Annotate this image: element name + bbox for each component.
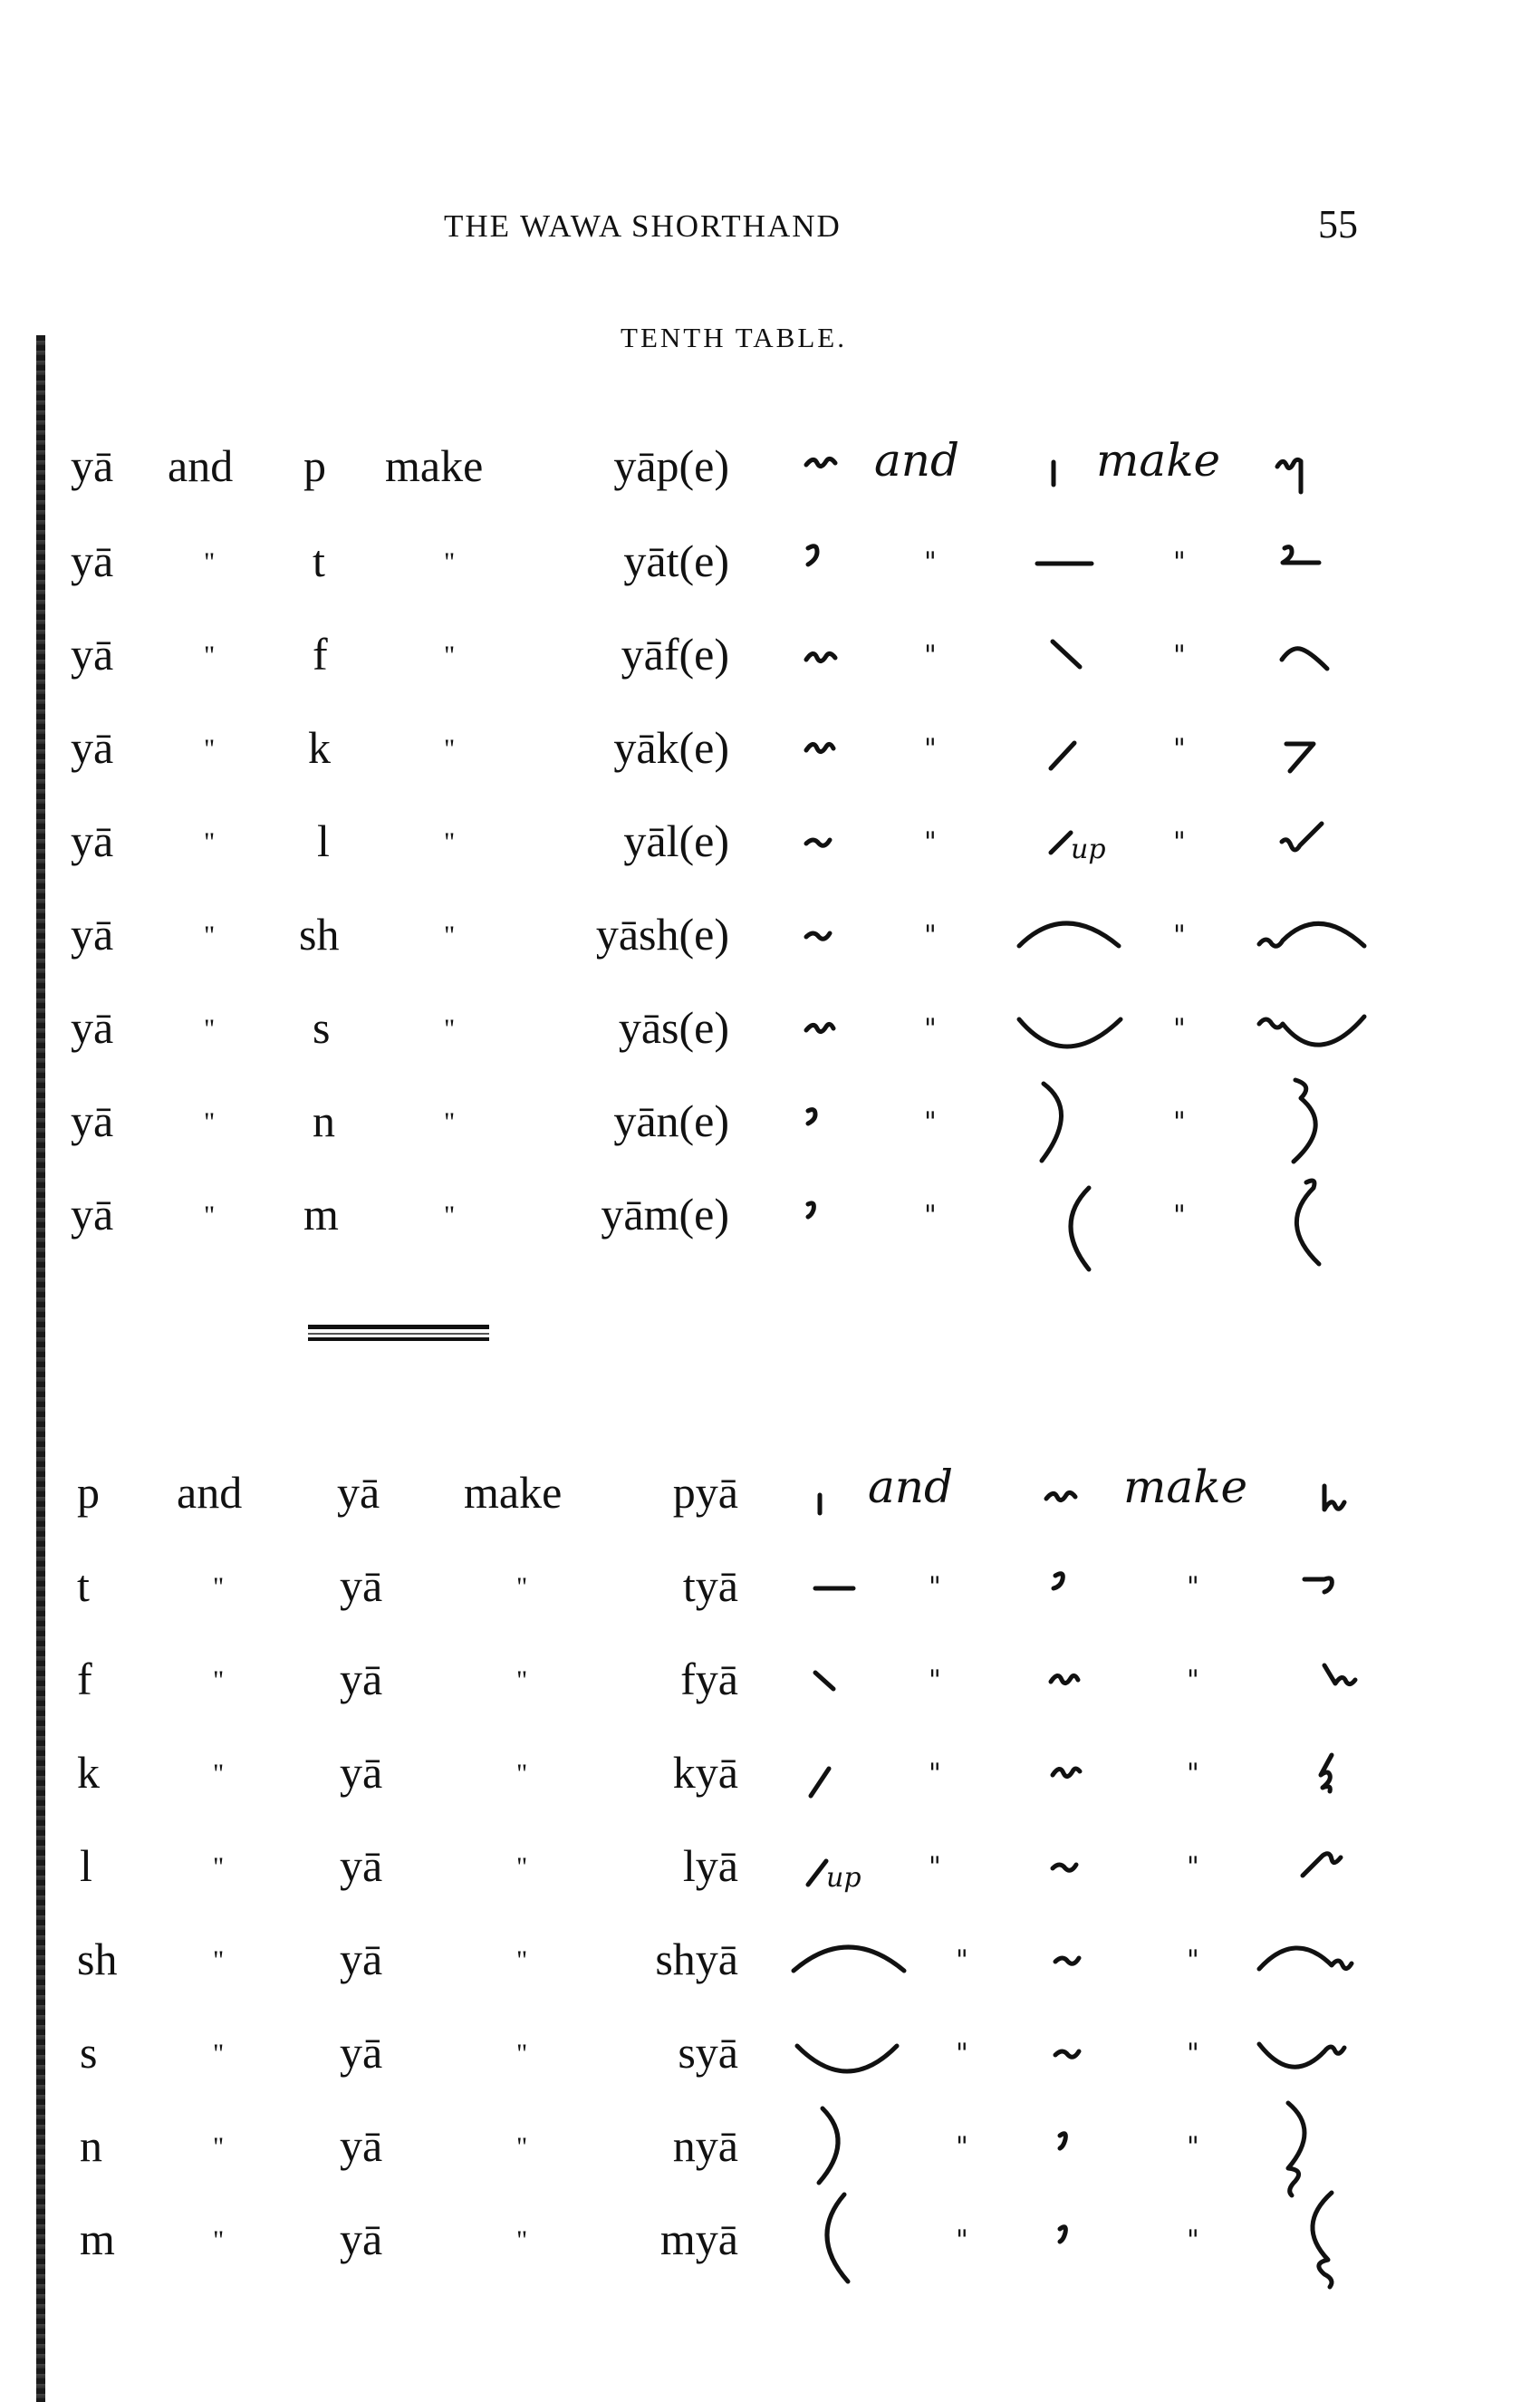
shorthand-glyphs <box>788 974 1422 1074</box>
cell-ya: yā <box>340 1560 383 1611</box>
lya-symbol <box>1303 1854 1341 1876</box>
cell-ya: yā <box>71 535 114 586</box>
ya-symbol <box>1060 2227 1065 2242</box>
cell-result: yāk(e) <box>613 722 729 773</box>
sh-symbol <box>1019 923 1119 946</box>
ditto-mark: " <box>204 827 216 857</box>
shorthand-glyphs <box>788 1532 1422 1632</box>
cell-ya: yā <box>71 1002 114 1053</box>
ditto-mark: " <box>929 1664 941 1696</box>
ya-symbol <box>806 840 830 845</box>
shorthand-glyphs <box>788 412 1422 512</box>
ditto-mark: " <box>444 1014 456 1044</box>
cell-consonant: s <box>80 2027 98 2078</box>
ditto-mark: " <box>204 734 216 764</box>
cell-consonant: n <box>313 1095 335 1146</box>
nya-symbol <box>1288 2103 1304 2195</box>
and-handwritten-label: and <box>874 434 960 487</box>
ditto-mark: " <box>213 1572 225 1602</box>
ditto-mark: " <box>204 921 216 950</box>
cell-result: pyā <box>672 1467 738 1518</box>
cell-result: fyā <box>680 1654 738 1704</box>
mya-symbol <box>1313 2193 1332 2287</box>
ditto-mark: " <box>1187 1851 1199 1883</box>
ditto-mark: " <box>444 734 456 764</box>
ditto-mark: " <box>1173 1200 1186 1231</box>
section-separator <box>308 1325 489 1341</box>
ditto-mark: " <box>1173 826 1186 858</box>
cell-result: yān(e) <box>613 1095 729 1146</box>
ditto-mark: " <box>444 1201 456 1230</box>
cell-and: and <box>177 1467 243 1518</box>
ditto-mark: " <box>924 1200 937 1231</box>
ditto-mark: " <box>1173 640 1186 671</box>
ya-symbol <box>806 653 835 661</box>
cell-ya: yā <box>337 1467 380 1518</box>
shorthand-glyphs <box>788 1439 1422 1539</box>
ditto-mark: " <box>516 1572 528 1602</box>
make-handwritten-label: make <box>1123 1461 1248 1513</box>
pya-symbol <box>1324 1486 1344 1510</box>
ditto-mark: " <box>213 2225 225 2255</box>
ditto-mark: " <box>516 1665 528 1695</box>
ditto-mark: " <box>516 1852 528 1882</box>
ditto-mark: " <box>956 2131 968 2163</box>
ya-symbol <box>806 1024 833 1031</box>
ya-symbol <box>1055 1958 1079 1963</box>
up-note: up <box>826 1862 861 1894</box>
ditto-mark: " <box>929 1851 941 1883</box>
ditto-mark: " <box>516 1759 528 1789</box>
ya-symbol <box>808 546 817 564</box>
shya-symbol <box>1259 1948 1352 1969</box>
cell-ya: yā <box>340 1840 383 1891</box>
cell-consonant: p <box>303 440 326 491</box>
ya-symbol <box>808 1203 813 1217</box>
cell-consonant: m <box>303 1189 339 1240</box>
cell-ya: yā <box>340 2120 383 2171</box>
running-title: THE WAWA SHORTHAND <box>444 208 842 244</box>
ditto-mark: " <box>1187 1758 1199 1789</box>
cell-make: make <box>385 440 484 491</box>
cell-ya: yā <box>340 2214 383 2264</box>
table-title: TENTH TABLE. <box>621 322 847 353</box>
ditto-mark: " <box>924 733 937 765</box>
ditto-mark: " <box>444 827 456 857</box>
n-symbol <box>1042 1084 1062 1161</box>
cell-result: yāp(e) <box>613 440 729 491</box>
ditto-mark: " <box>213 1852 225 1882</box>
sya-symbol <box>1259 2044 1344 2067</box>
table-row <box>0 2213 1540 2294</box>
ditto-mark: " <box>213 2132 225 2162</box>
s-symbol <box>797 2046 897 2071</box>
ditto-mark: " <box>213 1665 225 1695</box>
ditto-mark: " <box>1173 1106 1186 1138</box>
ya-symbol <box>1051 1675 1078 1683</box>
cell-result: yāsh(e) <box>595 909 729 960</box>
cell-result: lyā <box>682 1840 738 1891</box>
cell-result: kyā <box>672 1747 738 1798</box>
cell-result: tyā <box>682 1560 738 1611</box>
fya-symbol <box>1324 1665 1355 1684</box>
cell-consonant: k <box>77 1747 100 1798</box>
f-symbol <box>1053 641 1080 667</box>
ya-symbol <box>1054 1574 1063 1588</box>
ditto-mark: " <box>924 1106 937 1138</box>
ditto-mark: " <box>956 1944 968 1976</box>
and-handwritten-label: and <box>868 1461 954 1513</box>
ditto-mark: " <box>924 640 937 671</box>
ya-symbol <box>806 933 830 939</box>
cell-ya: yā <box>71 1189 114 1240</box>
table-row <box>0 1188 1540 1269</box>
ditto-mark: " <box>204 1014 216 1044</box>
ditto-mark: " <box>956 2224 968 2256</box>
ditto-mark: " <box>1187 2038 1199 2069</box>
cell-result: syā <box>678 2027 738 2078</box>
yaf-symbol <box>1282 649 1327 669</box>
ditto-mark: " <box>516 2225 528 2255</box>
tya-symbol <box>1304 1578 1332 1592</box>
ditto-mark: " <box>1173 920 1186 951</box>
k-symbol <box>811 1769 829 1796</box>
ya-symbol <box>806 458 835 466</box>
shorthand-glyphs <box>788 2185 1422 2285</box>
shorthand-glyphs <box>788 601 1422 700</box>
ya-symbol <box>1060 2134 1065 2148</box>
ditto-mark: " <box>929 1571 941 1603</box>
shorthand-glyphs <box>788 507 1422 607</box>
cell-consonant: f <box>77 1654 92 1704</box>
cell-ya: yā <box>71 629 114 680</box>
ditto-mark: " <box>444 1107 456 1137</box>
ditto-mark: " <box>204 1107 216 1137</box>
sh-symbol <box>794 1947 904 1971</box>
s-symbol <box>1019 1019 1121 1047</box>
cell-consonant: l <box>317 815 330 866</box>
shorthand-glyphs <box>788 1161 1422 1260</box>
yat-symbol <box>1283 547 1319 563</box>
shorthand-glyphs <box>788 881 1422 980</box>
ditto-mark: " <box>924 920 937 951</box>
cell-consonant: l <box>80 1840 92 1891</box>
ditto-mark: " <box>444 641 456 670</box>
ditto-mark: " <box>516 1945 528 1975</box>
ditto-mark: " <box>1187 1944 1199 1976</box>
cell-ya: yā <box>71 722 114 773</box>
cell-consonant: p <box>77 1467 100 1518</box>
ditto-mark: " <box>204 641 216 670</box>
ditto-mark: " <box>1187 2131 1199 2163</box>
ya-symbol <box>1055 2051 1079 2057</box>
yam-symbol <box>1296 1181 1319 1264</box>
cell-ya: yā <box>71 815 114 866</box>
ya-symbol <box>808 1110 815 1124</box>
shorthand-glyphs <box>788 1067 1422 1167</box>
cell-ya: yā <box>340 2027 383 2078</box>
cell-ya: yā <box>71 909 114 960</box>
ya-symbol <box>1053 1769 1080 1777</box>
cell-make: make <box>464 1467 563 1518</box>
ditto-mark: " <box>204 1201 216 1230</box>
cell-ya: yā <box>340 1747 383 1798</box>
ditto-mark: " <box>444 547 456 577</box>
cell-ya: yā <box>340 1654 383 1704</box>
cell-consonant: sh <box>77 1934 118 1984</box>
ditto-mark: " <box>516 2132 528 2162</box>
shorthand-glyphs <box>788 1999 1422 2098</box>
ya-symbol <box>1053 1865 1076 1870</box>
cell-ya: yā <box>71 1095 114 1146</box>
cell-result: nyā <box>672 2120 738 2171</box>
cell-consonant: k <box>308 722 331 773</box>
l-symbol <box>1051 833 1071 853</box>
cell-result: myā <box>659 2214 738 2264</box>
cell-result: shyā <box>655 1934 738 1984</box>
ditto-mark: " <box>1187 1571 1199 1603</box>
shorthand-glyphs <box>788 694 1422 794</box>
shorthand-glyphs <box>788 1625 1422 1725</box>
ditto-mark: " <box>924 1013 937 1045</box>
ditto-mark: " <box>1173 1013 1186 1045</box>
yash-symbol <box>1259 923 1364 946</box>
ditto-mark: " <box>1173 546 1186 578</box>
yap-symbol <box>1277 459 1301 492</box>
m-symbol <box>1071 1188 1089 1269</box>
ditto-mark: " <box>1173 733 1186 765</box>
ditto-mark: " <box>516 2039 528 2069</box>
yas-symbol <box>1259 1017 1364 1045</box>
cell-result: yāf(e) <box>621 629 729 680</box>
cell-consonant: t <box>77 1560 90 1611</box>
shorthand-glyphs <box>788 1719 1422 1818</box>
shorthand-glyphs <box>788 1812 1422 1912</box>
ditto-mark: " <box>956 2038 968 2069</box>
shorthand-glyphs <box>788 787 1422 887</box>
ditto-mark: " <box>444 921 456 950</box>
ditto-mark: " <box>929 1758 941 1789</box>
make-handwritten-label: make <box>1096 434 1221 487</box>
ditto-mark: " <box>213 2039 225 2069</box>
ditto-mark: " <box>213 1945 225 1975</box>
cell-consonant: n <box>80 2120 102 2171</box>
ditto-mark: " <box>924 826 937 858</box>
cell-ya: yā <box>340 1934 383 1984</box>
cell-result: yās(e) <box>618 1002 729 1053</box>
cell-consonant: t <box>313 535 325 586</box>
cell-result: yāl(e) <box>623 815 729 866</box>
yal-symbol <box>1282 824 1322 850</box>
page-number: 55 <box>1318 202 1358 246</box>
kya-symbol <box>1321 1755 1332 1791</box>
n-symbol <box>819 2108 838 2183</box>
cell-and: and <box>168 440 234 491</box>
shorthand-glyphs <box>788 1905 1422 2005</box>
ya-symbol <box>806 744 833 751</box>
cell-ya: yā <box>71 440 114 491</box>
l-symbol <box>808 1861 826 1885</box>
cell-consonant: f <box>313 629 328 680</box>
shorthand-glyphs <box>788 2092 1422 2192</box>
cell-consonant: m <box>80 2214 115 2264</box>
up-note: up <box>1071 834 1106 865</box>
cell-consonant: s <box>313 1002 331 1053</box>
cell-result: yām(e) <box>601 1189 729 1240</box>
yan-symbol <box>1294 1080 1315 1162</box>
m-symbol <box>827 2195 848 2281</box>
k-symbol <box>1051 743 1074 768</box>
ditto-mark: " <box>213 1759 225 1789</box>
yak-symbol <box>1286 744 1314 771</box>
page-header <box>0 201 1540 246</box>
f-symbol <box>815 1673 833 1689</box>
cell-consonant: sh <box>299 909 340 960</box>
cell-result: yāt(e) <box>623 535 729 586</box>
ya-symbol <box>1046 1492 1075 1500</box>
ditto-mark: " <box>1187 2224 1199 2256</box>
ditto-mark: " <box>204 547 216 577</box>
ditto-mark: " <box>924 546 937 578</box>
ditto-mark: " <box>1187 1664 1199 1696</box>
